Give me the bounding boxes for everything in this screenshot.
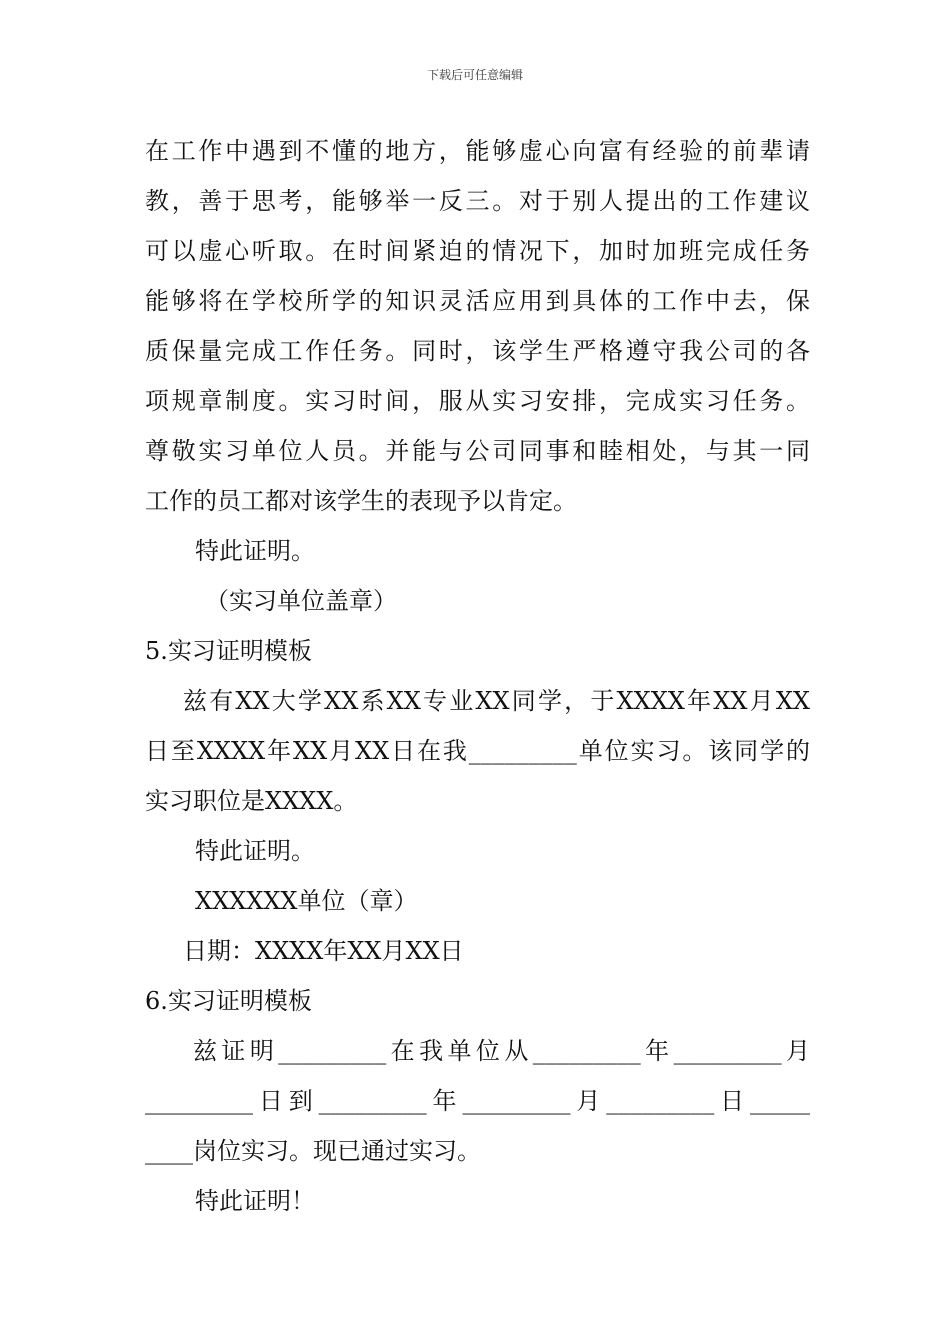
paragraph-line: 能够将在学校所学的知识灵活应用到具体的工作中去，保 [145, 287, 810, 315]
paragraph-line: 教，善于思考，能够举一反三。对于别人提出的工作建议 [145, 187, 810, 215]
paragraph-line: 质保量完成工作任务。同时，该学生严格遵守我公司的各 [145, 337, 810, 365]
section-heading: 5.实习证明模板 [145, 637, 312, 665]
seal-line: （实习单位盖章） [205, 587, 397, 615]
paragraph-line: 工作的员工都对该学生的表现予以肯定。 [145, 487, 577, 515]
paragraph-line: _________日到_________年_________月_________日_____ [145, 1087, 810, 1115]
paragraph-line: 在工作中遇到不懂的地方，能够虚心向富有经验的前辈请 [145, 137, 810, 165]
seal-line: XXXXXX单位（章） [195, 887, 418, 915]
closing-line: 特此证明。 [195, 537, 315, 565]
document-body [145, 126, 810, 1226]
closing-line: 特此证明！ [195, 1187, 315, 1215]
page-header: 下载后可任意编辑 [426, 68, 523, 82]
paragraph-line: 兹证明_________在我单位从_________年_________月 [193, 1037, 810, 1065]
paragraph-line: 兹有XX大学XX系XX专业XX同学，于XXXX年XX月XX [183, 687, 810, 715]
paragraph-line: 日至XXXX年XX月XX日在我_________单位实习。该同学的 [145, 737, 810, 765]
paragraph-line: ____岗位实习。现已通过实习。 [145, 1137, 481, 1165]
closing-line: 特此证明。 [195, 837, 315, 865]
paragraph-line: 可以虚心听取。在时间紧迫的情况下，加时加班完成任务 [145, 237, 810, 265]
paragraph-line: 实习职位是XXXX。 [145, 787, 358, 815]
paragraph-line: 尊敬实习单位人员。并能与公司同事和睦相处，与其一同 [145, 437, 810, 465]
date-line: 日期：XXXX年XX月XX日 [183, 937, 464, 965]
section-heading: 6.实习证明模板 [145, 987, 312, 1015]
paragraph-line: 项规章制度。实习时间，服从实习安排，完成实习任务。 [145, 387, 810, 415]
